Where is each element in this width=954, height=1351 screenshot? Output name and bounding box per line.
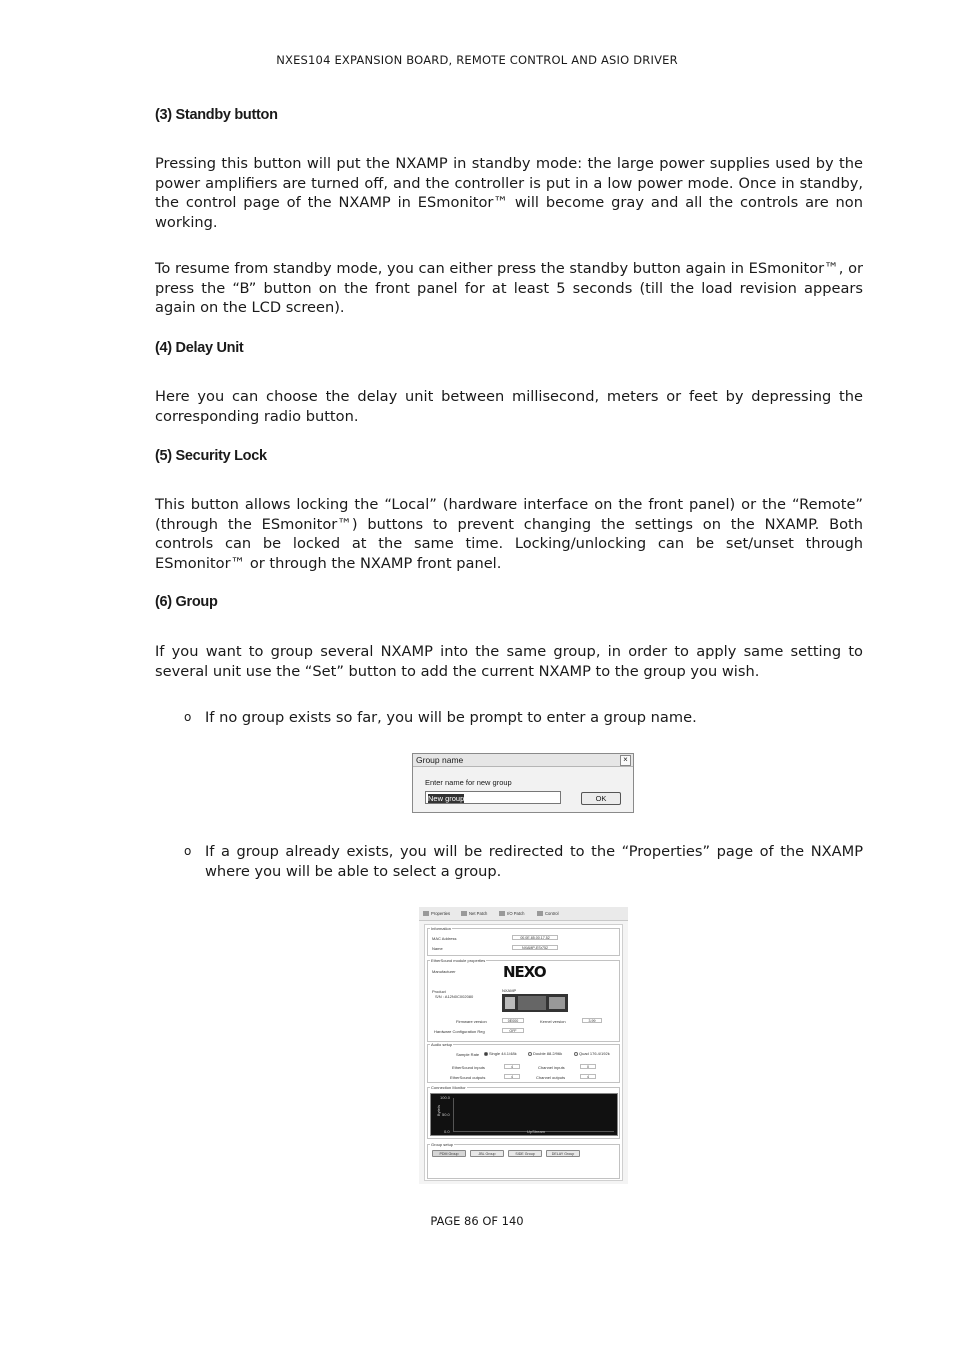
paragraph-group: If you want to group several NXAMP into the same group, in order to apply same setting to several unit use the “Set” button to add the current NXAMP to the group you wish. bbox=[155, 643, 863, 680]
sample-rate-label: Sample Rate bbox=[456, 1052, 480, 1057]
radio-quad-rate[interactable]: Quad 176.4/192k bbox=[574, 1051, 610, 1056]
heading-delay-unit: (4) Delay Unit bbox=[155, 340, 244, 356]
mac-address-label: MAC Address bbox=[432, 936, 457, 941]
name-field[interactable]: NXAMP-ESr752 bbox=[512, 945, 558, 950]
product-label: Product bbox=[432, 989, 446, 994]
radio-double-rate[interactable]: Double 88.2/96k bbox=[528, 1051, 562, 1056]
dialog-prompt: Enter name for new group bbox=[425, 778, 512, 787]
heading-security-lock: (5) Security Lock bbox=[155, 448, 267, 464]
information-group bbox=[427, 928, 620, 956]
jbl-group-button[interactable]: JBL Group bbox=[470, 1150, 504, 1157]
hardware-config-field: OFF bbox=[502, 1028, 524, 1033]
delay-group-button[interactable]: DELAY Group bbox=[546, 1150, 580, 1157]
graph-y-bottom: 0.0 bbox=[444, 1129, 450, 1134]
bullet-text: If a group already exists, you will be redirected to the “Properties” page of the NXAMP where you will be able to select a group. bbox=[205, 843, 863, 880]
tab-net-patch[interactable]: Net Patch bbox=[461, 911, 487, 916]
page-header: NXES104 EXPANSION BOARD, REMOTE CONTROL AND ASIO DRIVER bbox=[276, 53, 678, 67]
dialog-title: Group name bbox=[416, 755, 464, 765]
paragraph-standby-2: To resume from standby mode, you can either press the standby button again in ESmonitor™, or press the “B” button on the front panel for at least 5 seconds (till the load revision appears again on the LCD screen). bbox=[155, 260, 863, 317]
paragraph-standby-1: Pressing this button will put the NXAMP in standby mode: the large power supplies used by the power amplifiers are turned off, and the controller is put in a low power mode. Once in standby, the control page of the NXAMP in ESmonitor™ will become gray and all the controls are non working. bbox=[155, 155, 863, 231]
connection-monitor-legend: Connection Monitor bbox=[431, 1085, 466, 1090]
radio-single-rate[interactable]: Single 44.1/48k bbox=[484, 1051, 517, 1056]
connection-graph bbox=[430, 1093, 618, 1136]
heading-group: (6) Group bbox=[155, 594, 218, 610]
graph-y-top: 100.0 bbox=[440, 1095, 451, 1100]
ethersound-outputs-label: EtherSound outputs bbox=[450, 1075, 486, 1080]
tab-properties[interactable]: Properties bbox=[423, 911, 450, 916]
audio-setup-legend: Audio setup bbox=[431, 1042, 453, 1047]
bullet-text: If no group exists so far, you will be prompt to enter a group name. bbox=[205, 709, 697, 726]
channel-outputs-label: Channel outputs bbox=[536, 1075, 566, 1080]
page-footer: PAGE 86 OF 140 bbox=[430, 1214, 524, 1228]
heading-standby: (3) Standby button bbox=[155, 107, 278, 123]
pdm-group-button[interactable]: PDM Group bbox=[432, 1150, 466, 1157]
information-legend: Information bbox=[431, 926, 452, 931]
connection-monitor-group bbox=[427, 1087, 620, 1139]
group-setup-legend: Group setup bbox=[431, 1142, 454, 1147]
dialog-titlebar bbox=[413, 754, 633, 767]
bullet-mark: o bbox=[184, 710, 192, 724]
properties-icon bbox=[423, 911, 429, 916]
close-icon[interactable]: × bbox=[620, 755, 631, 766]
paragraph-security-lock: This button allows locking the “Local” (hardware interface on the front panel) or the “Remote” (through the ESmonitor™) buttons to prevent changing the settings on the NXAMP. Both controls can be locked at the same time. Locking/unlocking can be set/unset through ESmonitor™ or through the NXAMP front panel. bbox=[155, 496, 863, 572]
nexo-logo: NEXO bbox=[503, 963, 546, 981]
channel-inputs-field: 0 bbox=[580, 1064, 596, 1069]
product-value: NXAMP bbox=[502, 988, 517, 993]
control-icon bbox=[537, 911, 543, 916]
bullet-item-group-exists bbox=[184, 842, 863, 881]
tab-io-patch[interactable]: I/O Patch bbox=[499, 911, 524, 916]
module-properties-legend: EtherSound module properties bbox=[431, 958, 486, 963]
firmware-version-field: 0E000 bbox=[502, 1018, 524, 1023]
mac-address-field: 00.0E.85.00.17.52 bbox=[512, 935, 558, 940]
graph-axis-label: Byte/s bbox=[436, 1104, 442, 1117]
hardware-config-label: Hardware Configuration Reg bbox=[434, 1029, 485, 1034]
product-image bbox=[502, 994, 568, 1012]
ethersound-inputs-label: EtherSound inputs bbox=[452, 1065, 485, 1070]
graph-y-mid: 50.0 bbox=[442, 1112, 450, 1117]
ethersound-outputs-field: 4 bbox=[504, 1074, 520, 1079]
ok-button[interactable]: OK bbox=[581, 792, 621, 805]
graph-trace-label: UpStream bbox=[527, 1129, 546, 1134]
properties-panel bbox=[424, 924, 623, 1181]
paragraph-delay-unit: Here you can choose the delay unit between millisecond, meters or feet by depressing the corresponding radio button. bbox=[155, 388, 863, 425]
audio-setup-group bbox=[427, 1044, 620, 1083]
channel-inputs-label: Channel inputs bbox=[538, 1065, 565, 1070]
group-name-input[interactable] bbox=[425, 791, 561, 804]
net-patch-icon bbox=[461, 911, 467, 916]
tab-bar bbox=[419, 907, 628, 921]
serial-number: S/N : A12N0C002080 bbox=[435, 994, 474, 999]
side-group-button[interactable]: SIDE Group bbox=[508, 1150, 542, 1157]
tab-control[interactable]: Control bbox=[537, 911, 559, 916]
group-name-value: New group bbox=[428, 794, 465, 803]
module-properties-group bbox=[427, 960, 620, 1042]
ethersound-inputs-field: 4 bbox=[504, 1064, 520, 1069]
bullet-mark: o bbox=[184, 844, 192, 858]
group-name-dialog bbox=[412, 753, 634, 813]
bullet-item-no-group bbox=[184, 708, 863, 728]
kernel-version-field: 3.99 bbox=[582, 1018, 602, 1023]
io-patch-icon bbox=[499, 911, 505, 916]
channel-outputs-field: 4 bbox=[580, 1074, 596, 1079]
manufacturer-label: Manufacturer bbox=[432, 969, 456, 974]
name-label: Name bbox=[432, 946, 443, 951]
properties-page-screenshot bbox=[419, 907, 628, 1184]
kernel-version-label: Kernel version bbox=[540, 1019, 566, 1024]
firmware-version-label: Firmware version bbox=[456, 1019, 487, 1024]
group-setup-group bbox=[427, 1144, 620, 1179]
